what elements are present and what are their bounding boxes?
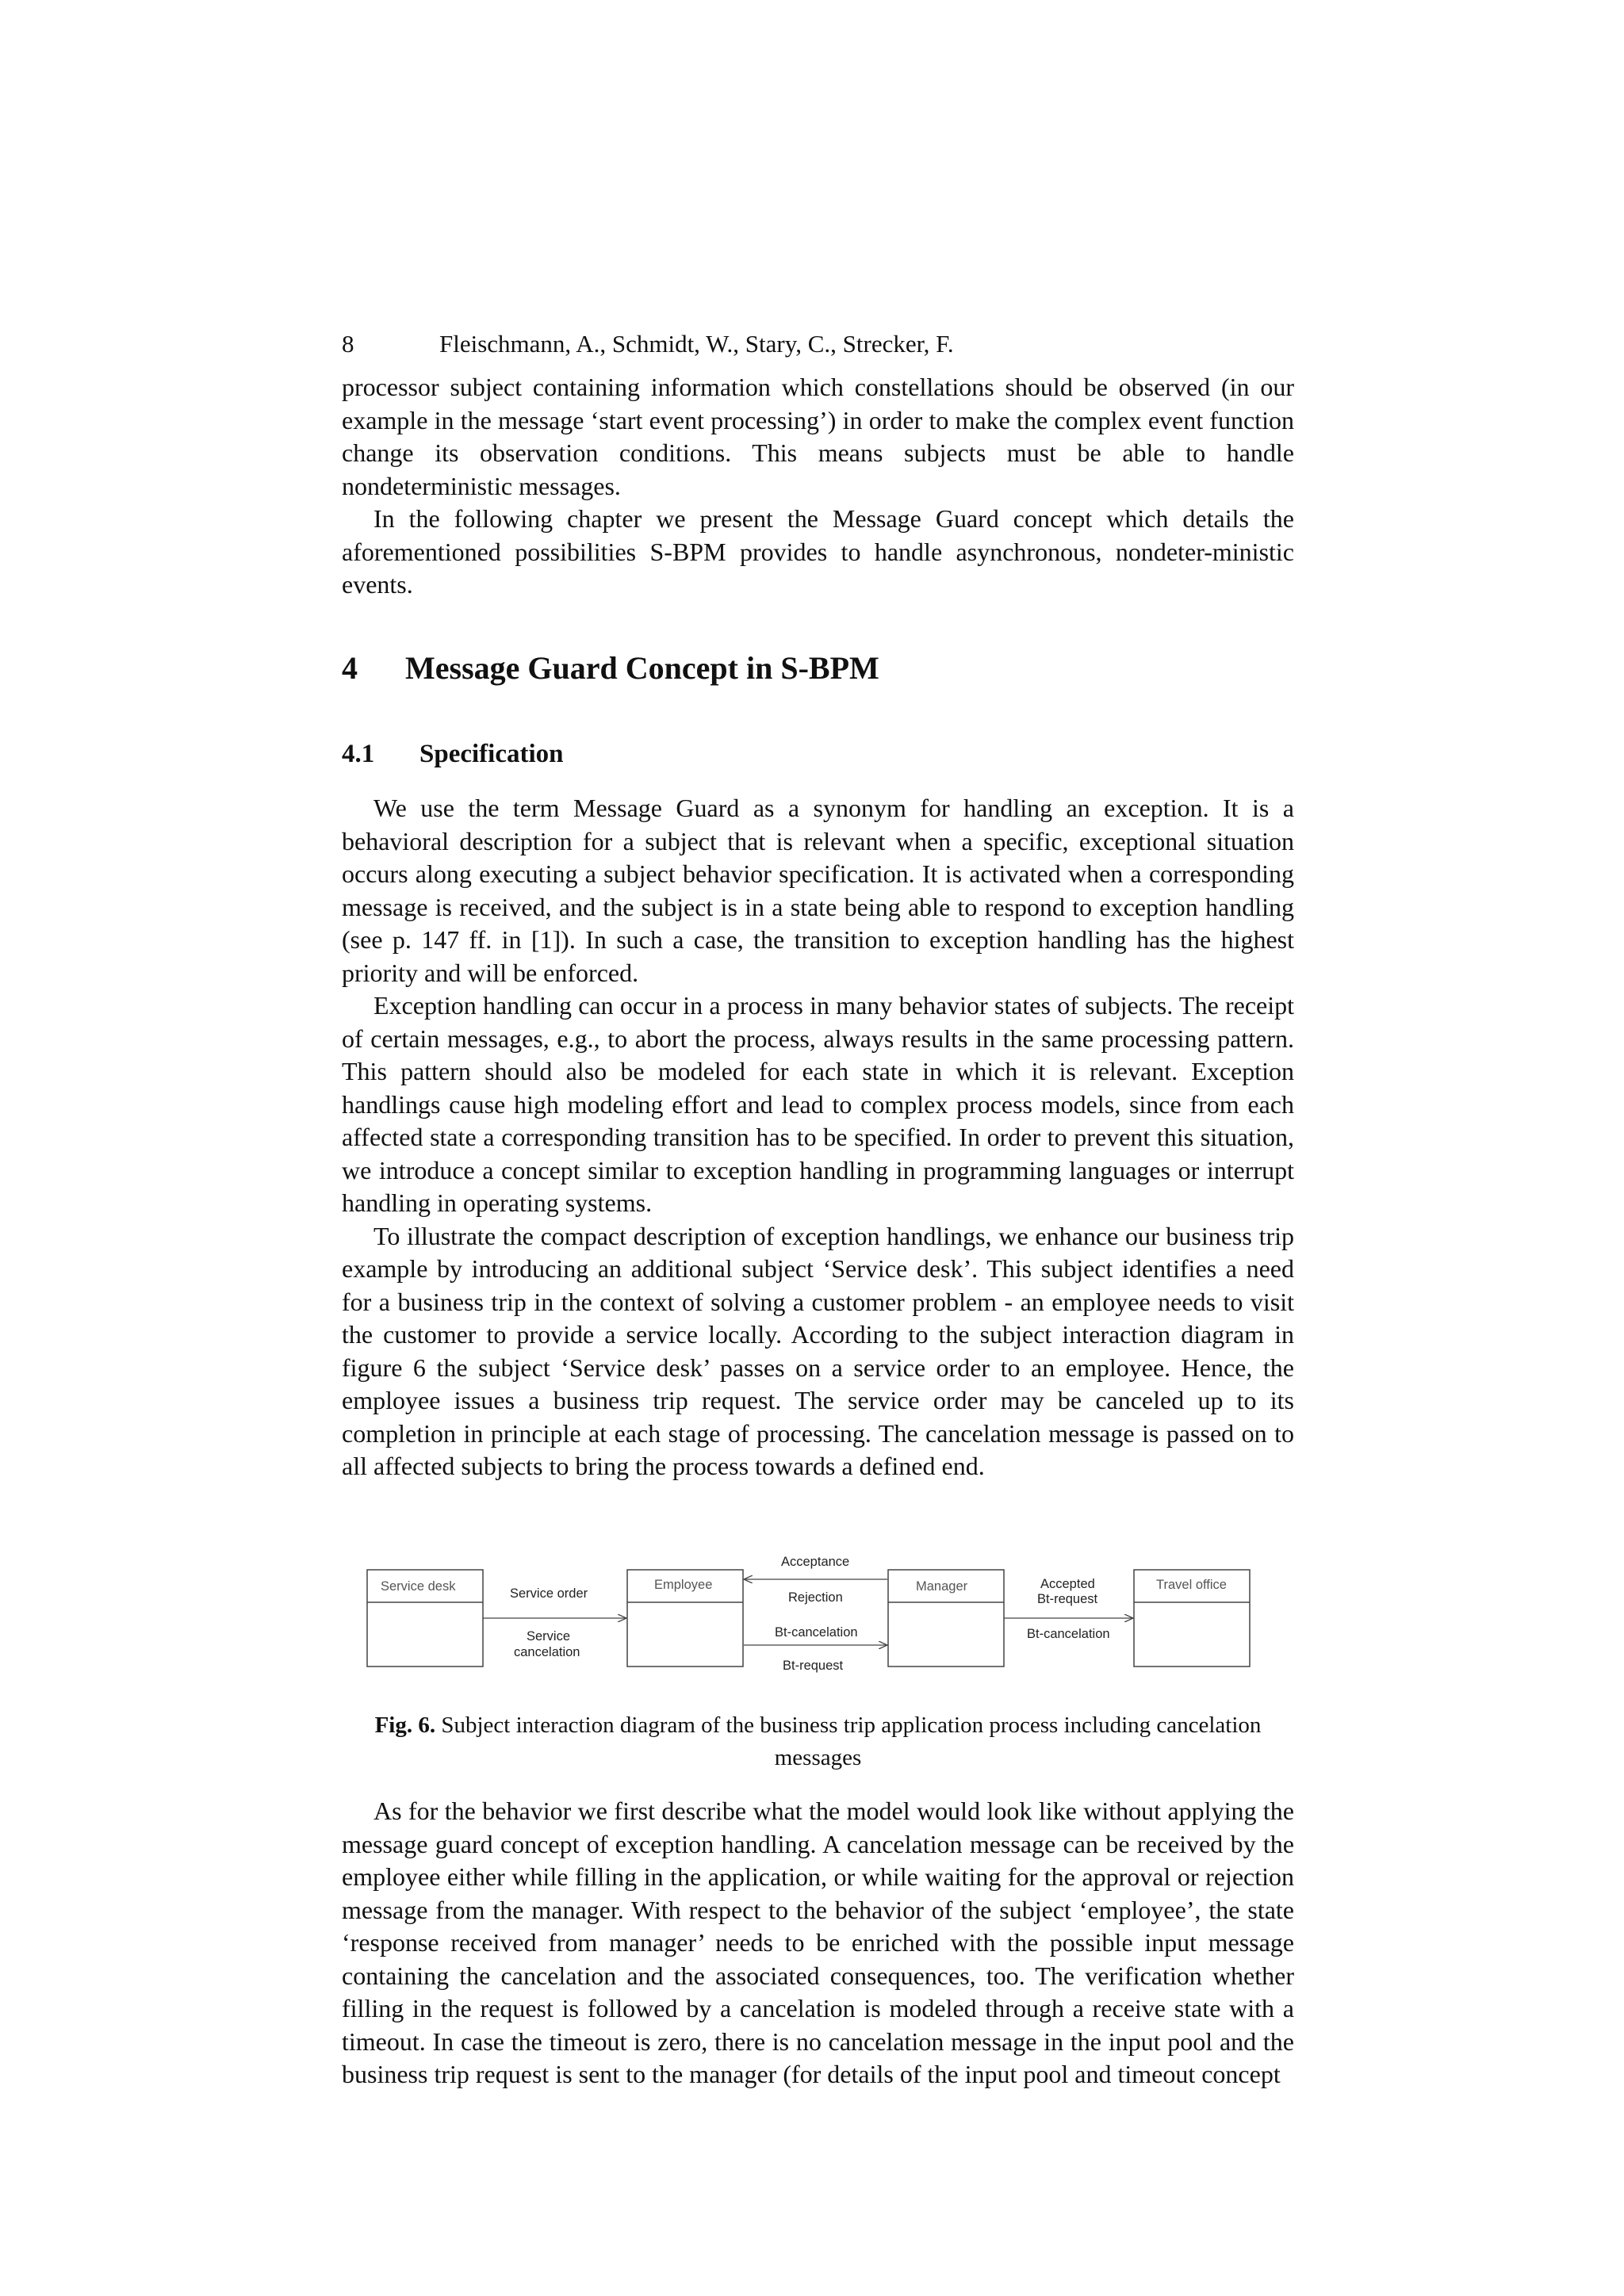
section-heading: [342, 649, 879, 688]
subject-interaction-diagram: [357, 1546, 1269, 1697]
subject-box-manager: [888, 1570, 1004, 1667]
running-head: [342, 328, 954, 360]
subject-label: Manager: [916, 1579, 968, 1594]
message-label: Bt-request: [1037, 1592, 1098, 1606]
message-label: Bt-request: [783, 1659, 844, 1673]
message-label: cancelation: [514, 1645, 580, 1659]
subject-box-travel-office: [1134, 1570, 1250, 1667]
figure-caption: [342, 1709, 1294, 1774]
caption-text: Subject interaction diagram of the business trip application process including cancelation messages: [435, 1712, 1262, 1770]
subject-box-employee: [627, 1570, 743, 1667]
message-label: Bt-cancelation: [1027, 1627, 1110, 1641]
paragraph: To illustrate the compact description of exception handlings, we enhance our business trip example by introducing an additional subject ‘Service desk’. This subject identifies a need for a business trip in the context of solving a customer problem - an employee needs to visit the customer to provide a service locally. According to the subject interaction diagram in figure 6 the subject ‘Service desk’ passes on a service order to an employee. Hence, the employee issues a business trip request. The service order may be canceled up to its completion in principle at each stage of processing. The cancelation message is passed on to all affected subjects to bring the process towards a defined end.: [342, 1221, 1294, 1480]
message-label: Accepted: [1040, 1577, 1095, 1591]
specification-text: [342, 792, 1294, 1483]
page-number: 8: [342, 330, 354, 358]
message-label: Service order: [510, 1586, 588, 1601]
message-label: Service: [527, 1629, 571, 1644]
subsection-number: 4.1: [342, 740, 375, 768]
paragraph: In the following chapter we present the Message Guard concept which details the aforementioned possibilities S-BPM provides to handle asynchronous, nondeter-ministic events.: [342, 504, 1294, 599]
subsection-heading: [342, 737, 563, 771]
message-label: Rejection: [788, 1590, 843, 1605]
message-label: Acceptance: [781, 1555, 850, 1569]
paragraph: Exception handling can occur in a process in many behavior states of subjects. The receipt of certain messages, e.g., to abort the process, always results in the same processing pattern. This pattern should also be modeled for each state in which it is relevant. Exception handlings cause high modeling effort and lead to complex process models, since from each affected state a corresponding transition has to be specified. In order to prevent this situation, we introduce a concept similar to exception handling in programming languages or interrupt handling in operating systems.: [342, 991, 1294, 1217]
section-title: Message Guard Concept in S-BPM: [405, 650, 879, 686]
behavior-text: [342, 1795, 1294, 2091]
subject-label: Travel office: [1156, 1578, 1227, 1592]
message-label: Bt-cancelation: [775, 1625, 858, 1640]
paragraph: As for the behavior we first describe what the model would look like without applying the message guard concept of exception handling. A cancelation message can be received by the employee either while filling in the application, or while waiting for the approval or rejection message from the manager. With respect to the behavior of the subject ‘employee’, the state ‘response received from manager’ needs to be enriched with the possible input message containing the cancelation and the associated consequences, too. The verification whether filling in the request is followed by a cancelation is modeled through a receive state with a timeout. In case the timeout is zero, there is no cancelation message in the input pool and the business trip request is sent to the manager (for details of the input pool and timeout concept: [342, 1797, 1294, 2088]
paragraph: We use the term Message Guard as a synonym for handling an exception. It is a behavioral description for a subject that is relevant when a specific, exceptional situation occurs along executing a subject behavior specification. It is activated when a corresponding message is received, and the subject is in a state being able to respond to exception handling (see p. 147 ff. in [1]). In such a case, the transition to exception handling has the highest priority and will be enforced.: [342, 794, 1294, 987]
subject-label: Employee: [654, 1578, 713, 1592]
intro-text: [342, 371, 1294, 602]
running-head-authors: Fleischmann, A., Schmidt, W., Stary, C., Strecker, F.: [439, 330, 954, 358]
subsection-title: Specification: [419, 740, 564, 768]
paragraph: processor subject containing information which constellations should be observed (in our example in the message ‘start event processing’) in order to make the complex event function change its observation conditions. This means subjects must be able to handle nondeterministic messages.: [342, 373, 1294, 500]
caption-label: Fig. 6.: [374, 1712, 436, 1738]
subject-label: Service desk: [381, 1579, 456, 1594]
subject-box-service-desk: [367, 1570, 483, 1667]
section-number: 4: [342, 650, 358, 686]
